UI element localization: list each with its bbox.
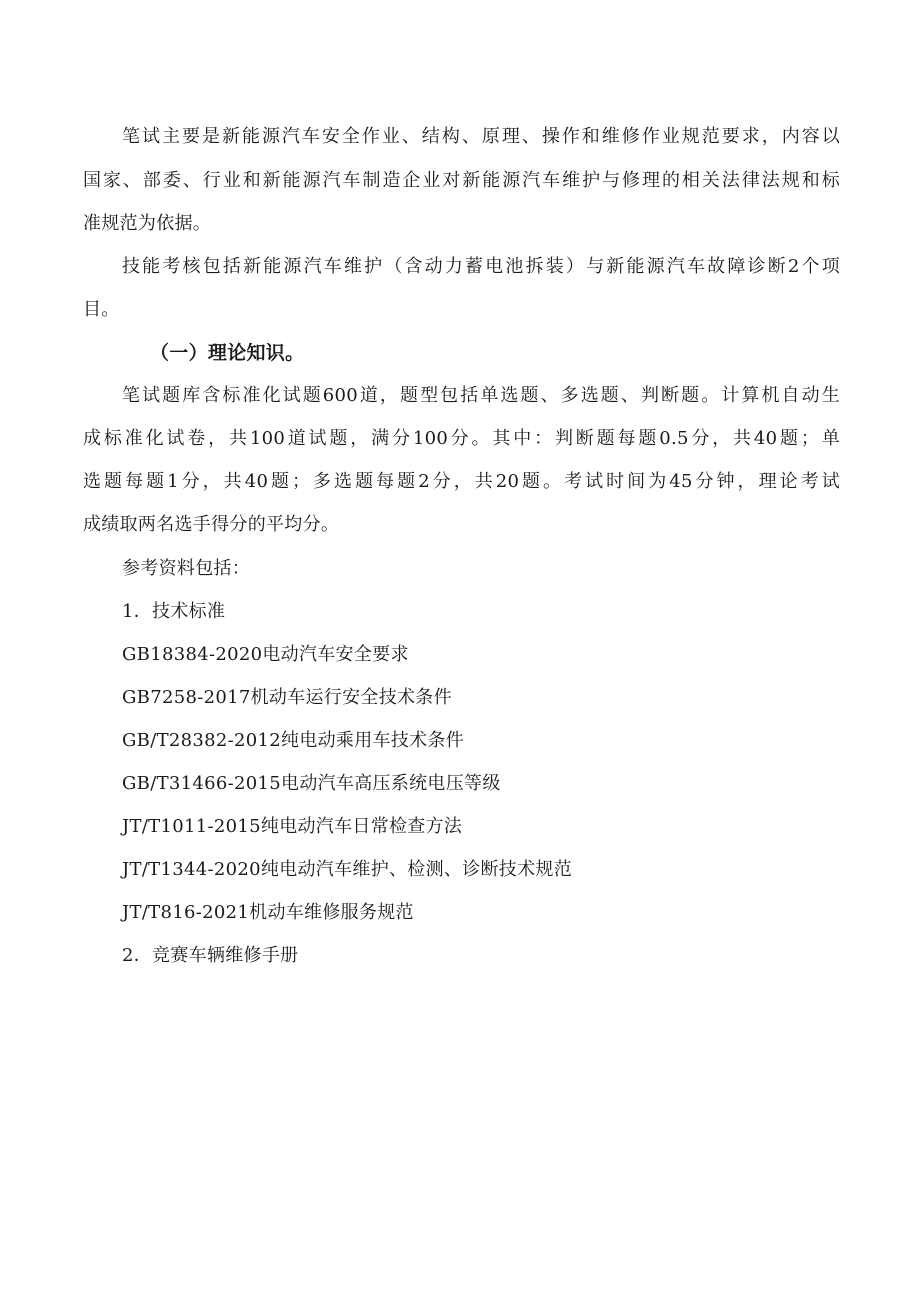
paragraph1-line2: 国家、部委、行业和新能源汽车制造企业对新能源汽车维护与修理的相关法律法规和标	[83, 170, 840, 191]
paragraph3-line3: 选题每题1分，共40题；多选题每题2分，共20题。考试时间为45分钟，理论考试	[83, 471, 840, 492]
references-intro: 参考资料包括：	[122, 558, 251, 579]
standard-item: JT/T816-2021机动车维修服务规范	[122, 902, 414, 923]
standard-item: GB18384-2020电动汽车安全要求	[122, 644, 409, 665]
paragraph3-line2: 成标准化试卷，共100道试题，满分100分。其中：判断题每题0.5分，共40题；单	[83, 428, 840, 449]
paragraph3-line1: 笔试题库含标准化试题600道，题型包括单选题、多选题、判断题。计算机自动生	[122, 385, 840, 406]
paragraph1-line3: 准规范为依据。	[83, 213, 212, 234]
paragraph1-line1: 笔试主要是新能源汽车安全作业、结构、原理、操作和维修作业规范要求，内容以	[122, 126, 840, 147]
paragraph2-line2: 目。	[83, 299, 120, 320]
standard-item: GB7258-2017机动车运行安全技术条件	[122, 687, 452, 708]
standard-item: JT/T1011-2015纯电动汽车日常检查方法	[122, 816, 463, 837]
paragraph2-line1: 技能考核包括新能源汽车维护（含动力蓄电池拆装）与新能源汽车故障诊断2个项	[122, 256, 840, 277]
standard-item: GB/T31466-2015电动汽车高压系统电压等级	[122, 773, 501, 794]
paragraph3-line4: 成绩取两名选手得分的平均分。	[83, 514, 340, 535]
standard-item: GB/T28382-2012纯电动乘用车技术条件	[122, 730, 465, 751]
standard-item: JT/T1344-2020纯电动汽车维护、检测、诊断技术规范	[122, 859, 572, 880]
tech-standards-heading: 1．技术标准	[122, 601, 226, 622]
section-heading: （一）理论知识。	[150, 342, 305, 364]
manual-heading: 2．竞赛车辆维修手册	[122, 945, 299, 966]
